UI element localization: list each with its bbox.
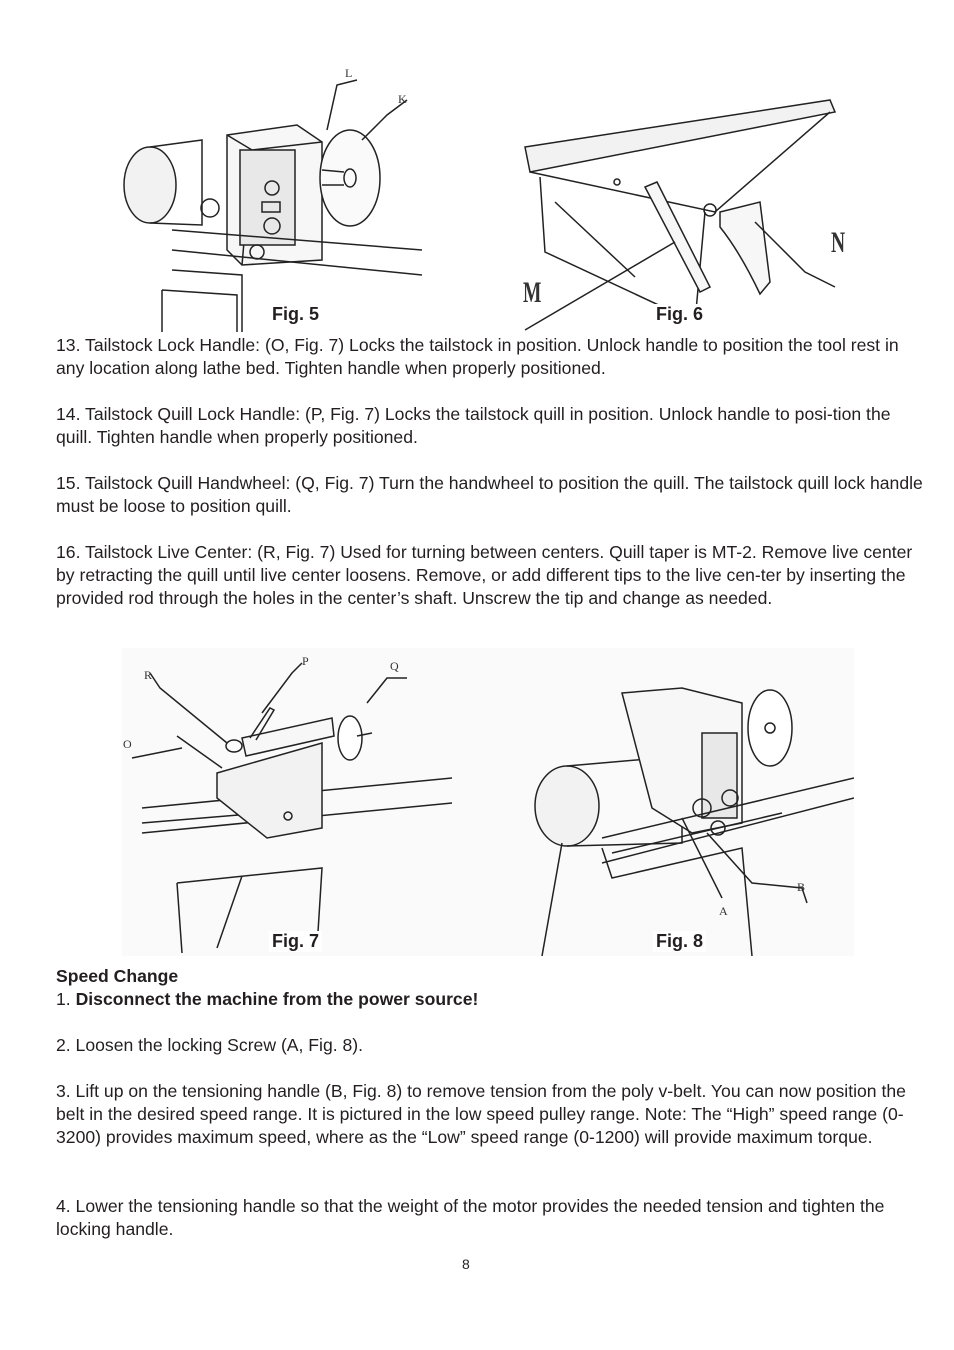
figure-6-tool-rest-illustration	[505, 62, 855, 332]
paragraph-tailstock-quill-lock-handle: 14. Tailstock Quill Lock Handle: (P, Fig. 7) Locks the tailstock quill in position. Unlock handle to posi-tion the quill. Tighten handle when properly positioned.	[56, 404, 891, 447]
step-1-number: 1.	[56, 989, 76, 1009]
paragraph-tailstock-quill-handwheel: 15. Tailstock Quill Handwheel: (Q, Fig. 7) Turn the handwheel to position the quill. The tailstock quill lock handle must be loose to position quill.	[56, 473, 923, 516]
figure-8-motor-headstock-illustration	[452, 648, 854, 956]
speed-change-step-4: 4. Lower the tensioning handle so that the weight of the motor provides the needed tension and tighten the locking handle.	[56, 1196, 885, 1239]
callout-label-n: N	[831, 226, 846, 259]
callout-label-r: R	[144, 668, 153, 682]
speed-change-step-1	[56, 988, 926, 1011]
tailstock-drawing	[122, 648, 452, 956]
paragraph-tailstock-live-center: 16. Tailstock Live Center: (R, Fig. 7) Used for turning between centers. Quill taper is MT-2. Remove live center by retracting the quill until live center loosens. Remove, or add different tips to the live cen-ter by inserting the provided rod through the holes in the center’s shaft. Unscrew the tip and change as needed.	[56, 542, 913, 608]
motor-headstock-drawing	[452, 648, 854, 956]
tool-rest-drawing	[505, 62, 855, 332]
callout-label-l: L	[345, 66, 353, 80]
figure-6-caption: Fig. 6	[653, 304, 706, 325]
page-number: 8	[462, 1256, 470, 1272]
speed-change-heading-text: Speed Change	[56, 966, 179, 986]
figure-7-caption: Fig. 7	[269, 931, 322, 952]
figure-5-caption: Fig. 5	[269, 304, 322, 325]
figure-8-caption: Fig. 8	[653, 931, 706, 952]
speed-change-heading	[56, 965, 926, 988]
speed-change-step-2: 2. Loosen the locking Screw (A, Fig. 8).	[56, 1035, 364, 1055]
callout-label-m: M	[523, 276, 542, 309]
callout-label-a: A	[719, 904, 728, 918]
speed-change-step-3: 3. Lift up on the tensioning handle (B, Fig. 8) to remove tension from the poly v-belt. You can now position the belt in the desired speed range. It is pictured in the low speed pulley range. Note: The “High” speed range (0-3200) provides maximum speed, where as the “Low” speed range (0-1200) will provide maximum torque.	[56, 1081, 906, 1147]
figure-5-headstock-illustration	[122, 60, 422, 332]
callout-label-o: O	[123, 737, 132, 751]
paragraph-tailstock-lock-handle: 13. Tailstock Lock Handle: (O, Fig. 7) Locks the tailstock in position. Unlock handle to position the tool rest in any location along lathe bed. Tighten handle when properly positioned.	[56, 335, 899, 378]
callout-label-k: K	[398, 92, 407, 106]
headstock-drawing	[122, 60, 422, 332]
callout-label-p: P	[302, 654, 309, 668]
figure-7-tailstock-illustration	[122, 648, 452, 956]
callout-label-b: B	[797, 880, 806, 894]
step-1-warning: Disconnect the machine from the power source!	[75, 989, 479, 1009]
callout-label-q: Q	[390, 659, 399, 673]
